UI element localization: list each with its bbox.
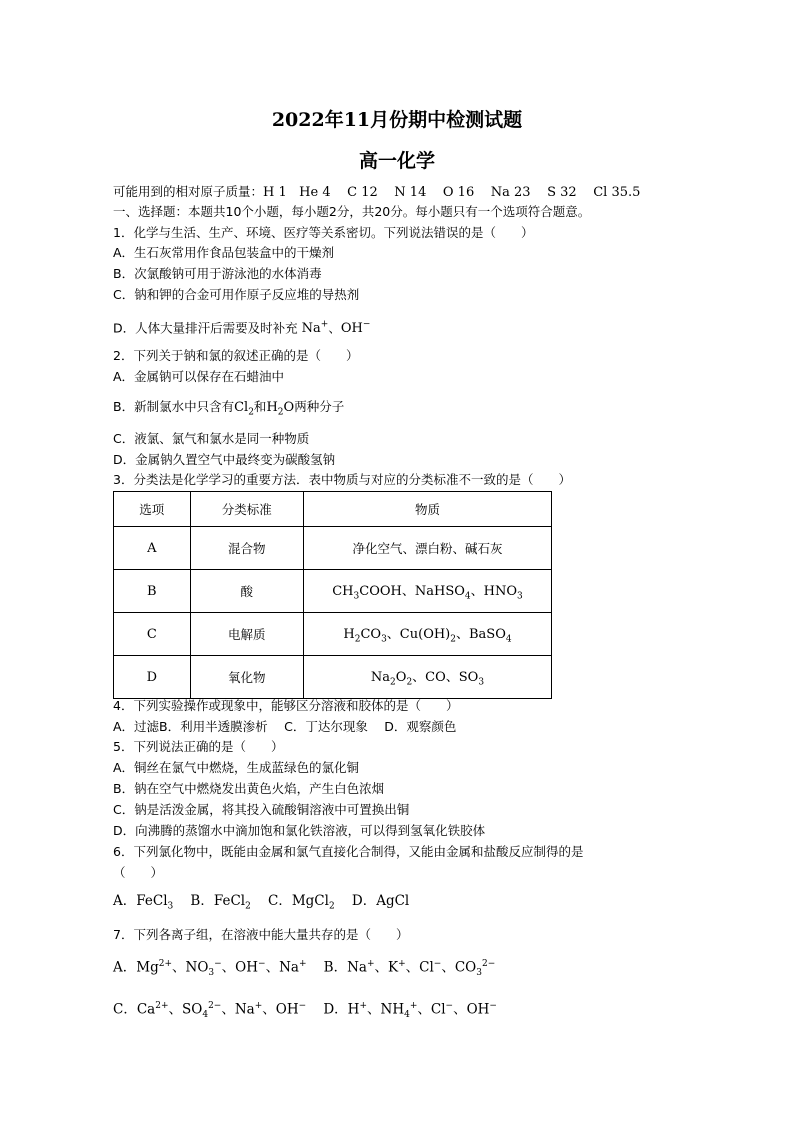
table-cell-substances: 净化空气、漂白粉、碱石灰	[303, 527, 551, 570]
question-7-stem: 7．下列各离子组，在溶液中能大量共存的是（ ）	[113, 927, 409, 942]
atomic-mass-item: O 16	[442, 185, 475, 200]
table-cell-option: D	[114, 656, 191, 699]
section-heading: 一、选择题：本题共10个小题，每小题2分，共20分。每小题只有一个选项符合题意。	[113, 204, 591, 219]
atomic-mass-item: N 14	[394, 185, 427, 200]
question-1-option-a: A．生石灰常用作食品包装盒中的干燥剂	[113, 245, 335, 260]
table-cell-substances: $H_2CO_3$、$Cu(OH)_2$、BaSO$_4$	[303, 613, 551, 656]
table-cell-standard: 氧化物	[190, 656, 303, 699]
classification-table	[113, 491, 552, 699]
question-7-options-cd: C．$Ca^{2+}$、$SO_4^{2-}$、Na+、OH− D．H+、$NH_4^+$、Cl−、OH−	[113, 1001, 497, 1021]
question-5-option-d: D．向沸腾的蒸馏水中滴加饱和氯化铁溶液，可以得到氢氧化铁胶体	[113, 823, 486, 838]
exam-subject: 高一化学	[358, 150, 435, 172]
table-cell-substances: $CH_3COOH$、NaHSO$_4$、$HNO_3$	[303, 570, 551, 613]
atomic-mass-label: 可能用到的相对原子质量：	[113, 184, 264, 199]
question-4-options: A．过滤B．利用半透膜渗析 C．丁达尔现象 D．观察颜色	[113, 719, 457, 734]
table-cell-option: C	[114, 613, 191, 656]
atomic-mass-line	[113, 183, 640, 201]
question-2-option-a: A．金属钠可以保存在石蜡油中	[113, 369, 285, 384]
atomic-mass-item: He 4	[299, 185, 331, 200]
question-7-options-ab: A．$Mg^{2+}$、$NO_3^-$、OH−、Na+ B．Na+、K+、Cl−、$CO_3^{2-}$	[113, 959, 496, 979]
question-2-option-d: D．金属钠久置空气中最终变为碳酸氢钠	[113, 452, 336, 467]
table-cell-standard: 酸	[190, 570, 303, 613]
atomic-mass-item: C 12	[347, 185, 378, 200]
question-5-option-c: C．钠是活泼金属，将其投入硫酸铜溶液中可置换出铜	[113, 802, 410, 817]
question-3-stem: 3．分类法是化学学习的重要方法．表中物质与对应的分类标准不一致的是（ ）	[113, 472, 571, 487]
atomic-mass-item: Cl 35.5	[593, 185, 641, 200]
atomic-mass-item: H 1	[263, 185, 287, 200]
question-1-option-c: C．钠和钾的合金可用作原子反应堆的导热剂	[113, 287, 360, 302]
table-cell-substances: $Na_2O_2$、CO、$SO_3$	[303, 656, 551, 699]
exam-title: 2022年11月份期中检测试题	[271, 109, 523, 131]
table-header-cell: 分类标准	[190, 492, 303, 527]
table-cell-standard: 电解质	[190, 613, 303, 656]
table-row	[114, 570, 552, 613]
question-2-option-b: B．新制氯水中只含有$Cl_2$和$H_2O$两种分子	[113, 399, 345, 418]
table-cell-standard: 混合物	[190, 527, 303, 570]
question-5-option-b: B．钠在空气中燃烧发出黄色火焰，产生白色浓烟	[113, 781, 385, 796]
atomic-mass-item: Na 23	[490, 185, 531, 200]
question-1-option-d: D．人体大量排汗后需要及时补充 Na+、OH−	[113, 320, 371, 337]
question-6-stem: 6．下列氯化物中，既能由金属和氯气直接化合制得，又能由金属和盐酸反应制得的是	[113, 844, 584, 859]
table-cell-option: B	[114, 570, 191, 613]
table-header-cell: 物质	[303, 492, 551, 527]
question-5-stem: 5．下列说法正确的是（ ）	[113, 739, 284, 754]
question-2-option-c: C．液氯、氯气和氯水是同一种物质	[113, 431, 310, 446]
table-header-cell: 选项	[114, 492, 191, 527]
question-1-option-b: B．次氯酸钠可用于游泳池的水体消毒	[113, 266, 322, 281]
question-6-paren: （ ）	[113, 865, 164, 880]
table-header-row	[114, 492, 552, 527]
table-row	[114, 656, 552, 699]
question-6-options: A．FeCl$_3$ B．FeCl$_2$ C．MgCl$_2$ D．AgCl	[113, 893, 410, 912]
table-cell-option: A	[114, 527, 191, 570]
question-2-stem: 2．下列关于钠和氯的叙述正确的是（ ）	[113, 348, 359, 363]
question-4-stem: 4．下列实验操作或现象中，能够区分溶液和胶体的是（ ）	[113, 698, 459, 713]
table-row	[114, 613, 552, 656]
question-5-option-a: A．铜丝在氯气中燃烧，生成蓝绿色的氯化铜	[113, 760, 360, 775]
table-row	[114, 527, 552, 570]
atomic-mass-item: S 32	[547, 185, 577, 200]
question-1-stem: 1．化学与生活、生产、环境、医疗等关系密切。下列说法错误的是（ ）	[113, 225, 534, 240]
